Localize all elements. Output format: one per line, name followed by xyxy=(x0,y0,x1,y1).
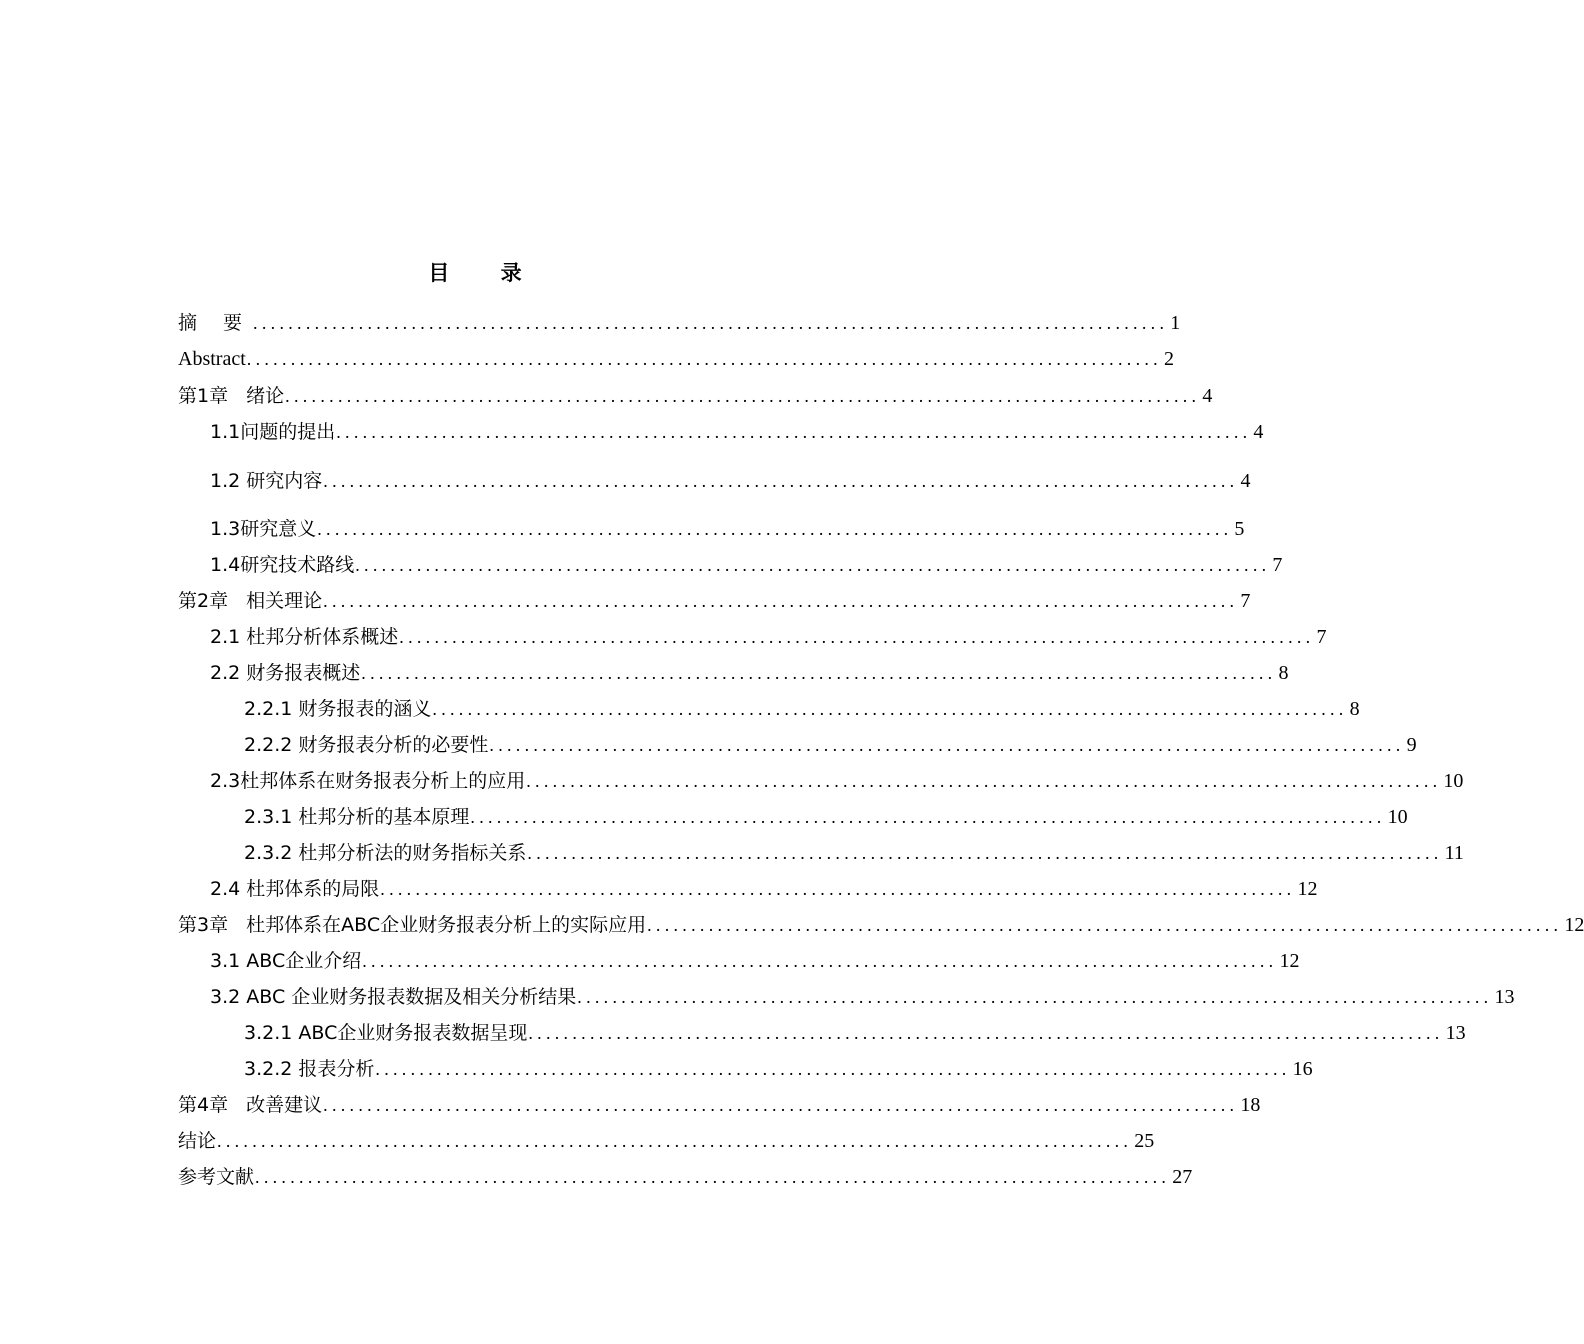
dot-leader: ........................................................................................................ xyxy=(323,591,1239,611)
toc-entry-label: 2.3.1 杜邦分析的基本原理 xyxy=(244,806,470,828)
toc-entry-label: 第3章 杜邦体系在ABC企业财务报表分析上的实际应用 xyxy=(178,914,647,936)
toc-entry-label: 3.2.2 报表分析 xyxy=(244,1058,375,1080)
toc-entry-page: 18 xyxy=(1240,1094,1261,1116)
dot-leader: ........................................................................................................ xyxy=(355,555,1271,575)
toc-entry-page: 13 xyxy=(1494,986,1515,1008)
toc-entry-page: 16 xyxy=(1292,1058,1313,1080)
toc-entry-page: 7 xyxy=(1272,554,1283,576)
toc-entry-references[interactable] xyxy=(178,1160,1193,1190)
toc-entry-chapter-4[interactable] xyxy=(178,1088,1261,1118)
toc-entry-page: 8 xyxy=(1349,698,1360,720)
toc-entry-label: 1.1问题的提出 xyxy=(210,421,336,443)
toc-entry-page: 13 xyxy=(1445,1022,1466,1044)
dot-leader: ........................................................................................................ xyxy=(255,1167,1171,1187)
toc-entry-label: 3.2 ABC 企业财务报表数据及相关分析结果 xyxy=(210,986,577,1008)
toc-entry-3-2-2[interactable] xyxy=(244,1052,1313,1082)
toc-entry-page: 11 xyxy=(1444,842,1464,864)
toc-entry-2-4[interactable] xyxy=(210,872,1318,902)
toc-entry-label: 1.2 研究内容 xyxy=(210,470,323,492)
toc-entry-page: 7 xyxy=(1240,590,1251,612)
dot-leader: ........................................................................................................ xyxy=(323,1095,1239,1115)
toc-entry-label: 1.4研究技术路线 xyxy=(210,554,355,576)
toc-entry-3-1[interactable] xyxy=(210,944,1300,974)
dot-leader: ........................................................................................................ xyxy=(323,471,1239,491)
toc-entry-2-3-1[interactable] xyxy=(244,800,1408,830)
dot-leader: ........................................................................................................ xyxy=(246,349,1162,369)
toc-entry-2-3-2[interactable] xyxy=(244,836,1464,866)
toc-entry-label: 第2章 相关理论 xyxy=(178,590,323,612)
toc-entry-label: 2.3.2 杜邦分析法的财务指标关系 xyxy=(244,842,527,864)
toc-entry-3-2[interactable] xyxy=(210,980,1515,1010)
toc-entry-2-2-2[interactable] xyxy=(244,728,1417,758)
dot-leader: ........................................................................................................ xyxy=(527,843,1443,863)
dot-leader: ........................................................................................................ xyxy=(361,663,1277,683)
toc-entry-label: 3.2.1 ABC企业财务报表数据呈现 xyxy=(244,1022,528,1044)
toc-entry-abstract-cn[interactable] xyxy=(178,306,1181,336)
toc-entry-label: 第1章 绪论 xyxy=(178,385,285,407)
toc-entry-chapter-3[interactable] xyxy=(178,908,1584,938)
toc-entry-page: 9 xyxy=(1406,734,1417,756)
toc-entry-label: 2.3杜邦体系在财务报表分析上的应用 xyxy=(210,770,526,792)
toc-entry-chapter-1[interactable] xyxy=(178,379,1213,409)
toc-entry-page: 12 xyxy=(1297,878,1318,900)
toc-entry-page: 4 xyxy=(1240,470,1251,492)
dot-leader: ........................................................................................................ xyxy=(317,519,1233,539)
dot-leader: ........................................................................................................ xyxy=(336,422,1252,442)
toc-entry-page: 4 xyxy=(1202,385,1213,407)
toc-entry-2-2[interactable] xyxy=(210,656,1289,686)
toc-entry-1-4[interactable] xyxy=(210,548,1283,578)
toc-entry-label: 摘 要 xyxy=(178,312,253,334)
dot-leader: ........................................................................................................ xyxy=(253,313,1169,333)
toc-entry-page: 5 xyxy=(1234,518,1245,540)
toc-entry-page: 1 xyxy=(1170,312,1181,334)
toc-entry-1-1[interactable] xyxy=(210,415,1264,445)
toc-entry-conclusion[interactable] xyxy=(178,1124,1155,1154)
toc-entry-page: 10 xyxy=(1443,770,1464,792)
toc-entry-2-2-1[interactable] xyxy=(244,692,1360,722)
toc-entry-page: 7 xyxy=(1316,626,1327,648)
dot-leader: ........................................................................................................ xyxy=(285,386,1201,406)
toc-entry-chapter-2[interactable] xyxy=(178,584,1251,614)
dot-leader: ........................................................................................................ xyxy=(526,771,1442,791)
dot-leader: ........................................................................................................ xyxy=(362,951,1278,971)
toc-entry-abstract-en[interactable] xyxy=(178,342,1174,372)
dot-leader: ........................................................................................................ xyxy=(470,807,1386,827)
toc-entry-label: 3.1 ABC企业介绍 xyxy=(210,950,362,972)
toc-entry-label: Abstract xyxy=(178,348,246,370)
toc-entry-1-2[interactable] xyxy=(210,464,1251,494)
toc-entry-page: 27 xyxy=(1172,1166,1193,1188)
toc-entry-page: 12 xyxy=(1564,914,1584,936)
toc-entry-1-3[interactable] xyxy=(210,512,1245,542)
toc-entry-label: 2.2.2 财务报表分析的必要性 xyxy=(244,734,489,756)
toc-entry-label: 结论 xyxy=(178,1130,217,1152)
dot-leader: ........................................................................................................ xyxy=(375,1059,1291,1079)
toc-entry-label: 参考文献 xyxy=(178,1166,255,1188)
toc-entry-page: 10 xyxy=(1387,806,1408,828)
dot-leader: ........................................................................................................ xyxy=(647,915,1563,935)
toc-entry-label: 2.4 杜邦体系的局限 xyxy=(210,878,380,900)
dot-leader: ........................................................................................................ xyxy=(432,699,1348,719)
toc-entry-label: 2.1 杜邦分析体系概述 xyxy=(210,626,399,648)
toc-entry-page: 12 xyxy=(1279,950,1300,972)
toc-entry-2-3[interactable] xyxy=(210,764,1464,794)
dot-leader: ........................................................................................................ xyxy=(380,879,1296,899)
toc-entry-page: 25 xyxy=(1134,1130,1155,1152)
toc-entry-page: 2 xyxy=(1163,348,1174,370)
toc-entry-label: 第4章 改善建议 xyxy=(178,1094,323,1116)
dot-leader: ........................................................................................................ xyxy=(217,1131,1133,1151)
dot-leader: ........................................................................................................ xyxy=(577,987,1493,1007)
toc-entry-label: 2.2 财务报表概述 xyxy=(210,662,361,684)
dot-leader: ........................................................................................................ xyxy=(399,627,1315,647)
toc-entry-label: 2.2.1 财务报表的涵义 xyxy=(244,698,432,720)
toc-entry-3-2-1[interactable] xyxy=(244,1016,1466,1046)
toc-title: 目 录 xyxy=(428,261,544,285)
dot-leader: ........................................................................................................ xyxy=(528,1023,1444,1043)
dot-leader: ........................................................................................................ xyxy=(489,735,1405,755)
toc-entry-label: 1.3研究意义 xyxy=(210,518,317,540)
toc-entry-2-1[interactable] xyxy=(210,620,1327,650)
toc-entry-page: 8 xyxy=(1278,662,1289,684)
toc-entry-page: 4 xyxy=(1253,421,1264,443)
